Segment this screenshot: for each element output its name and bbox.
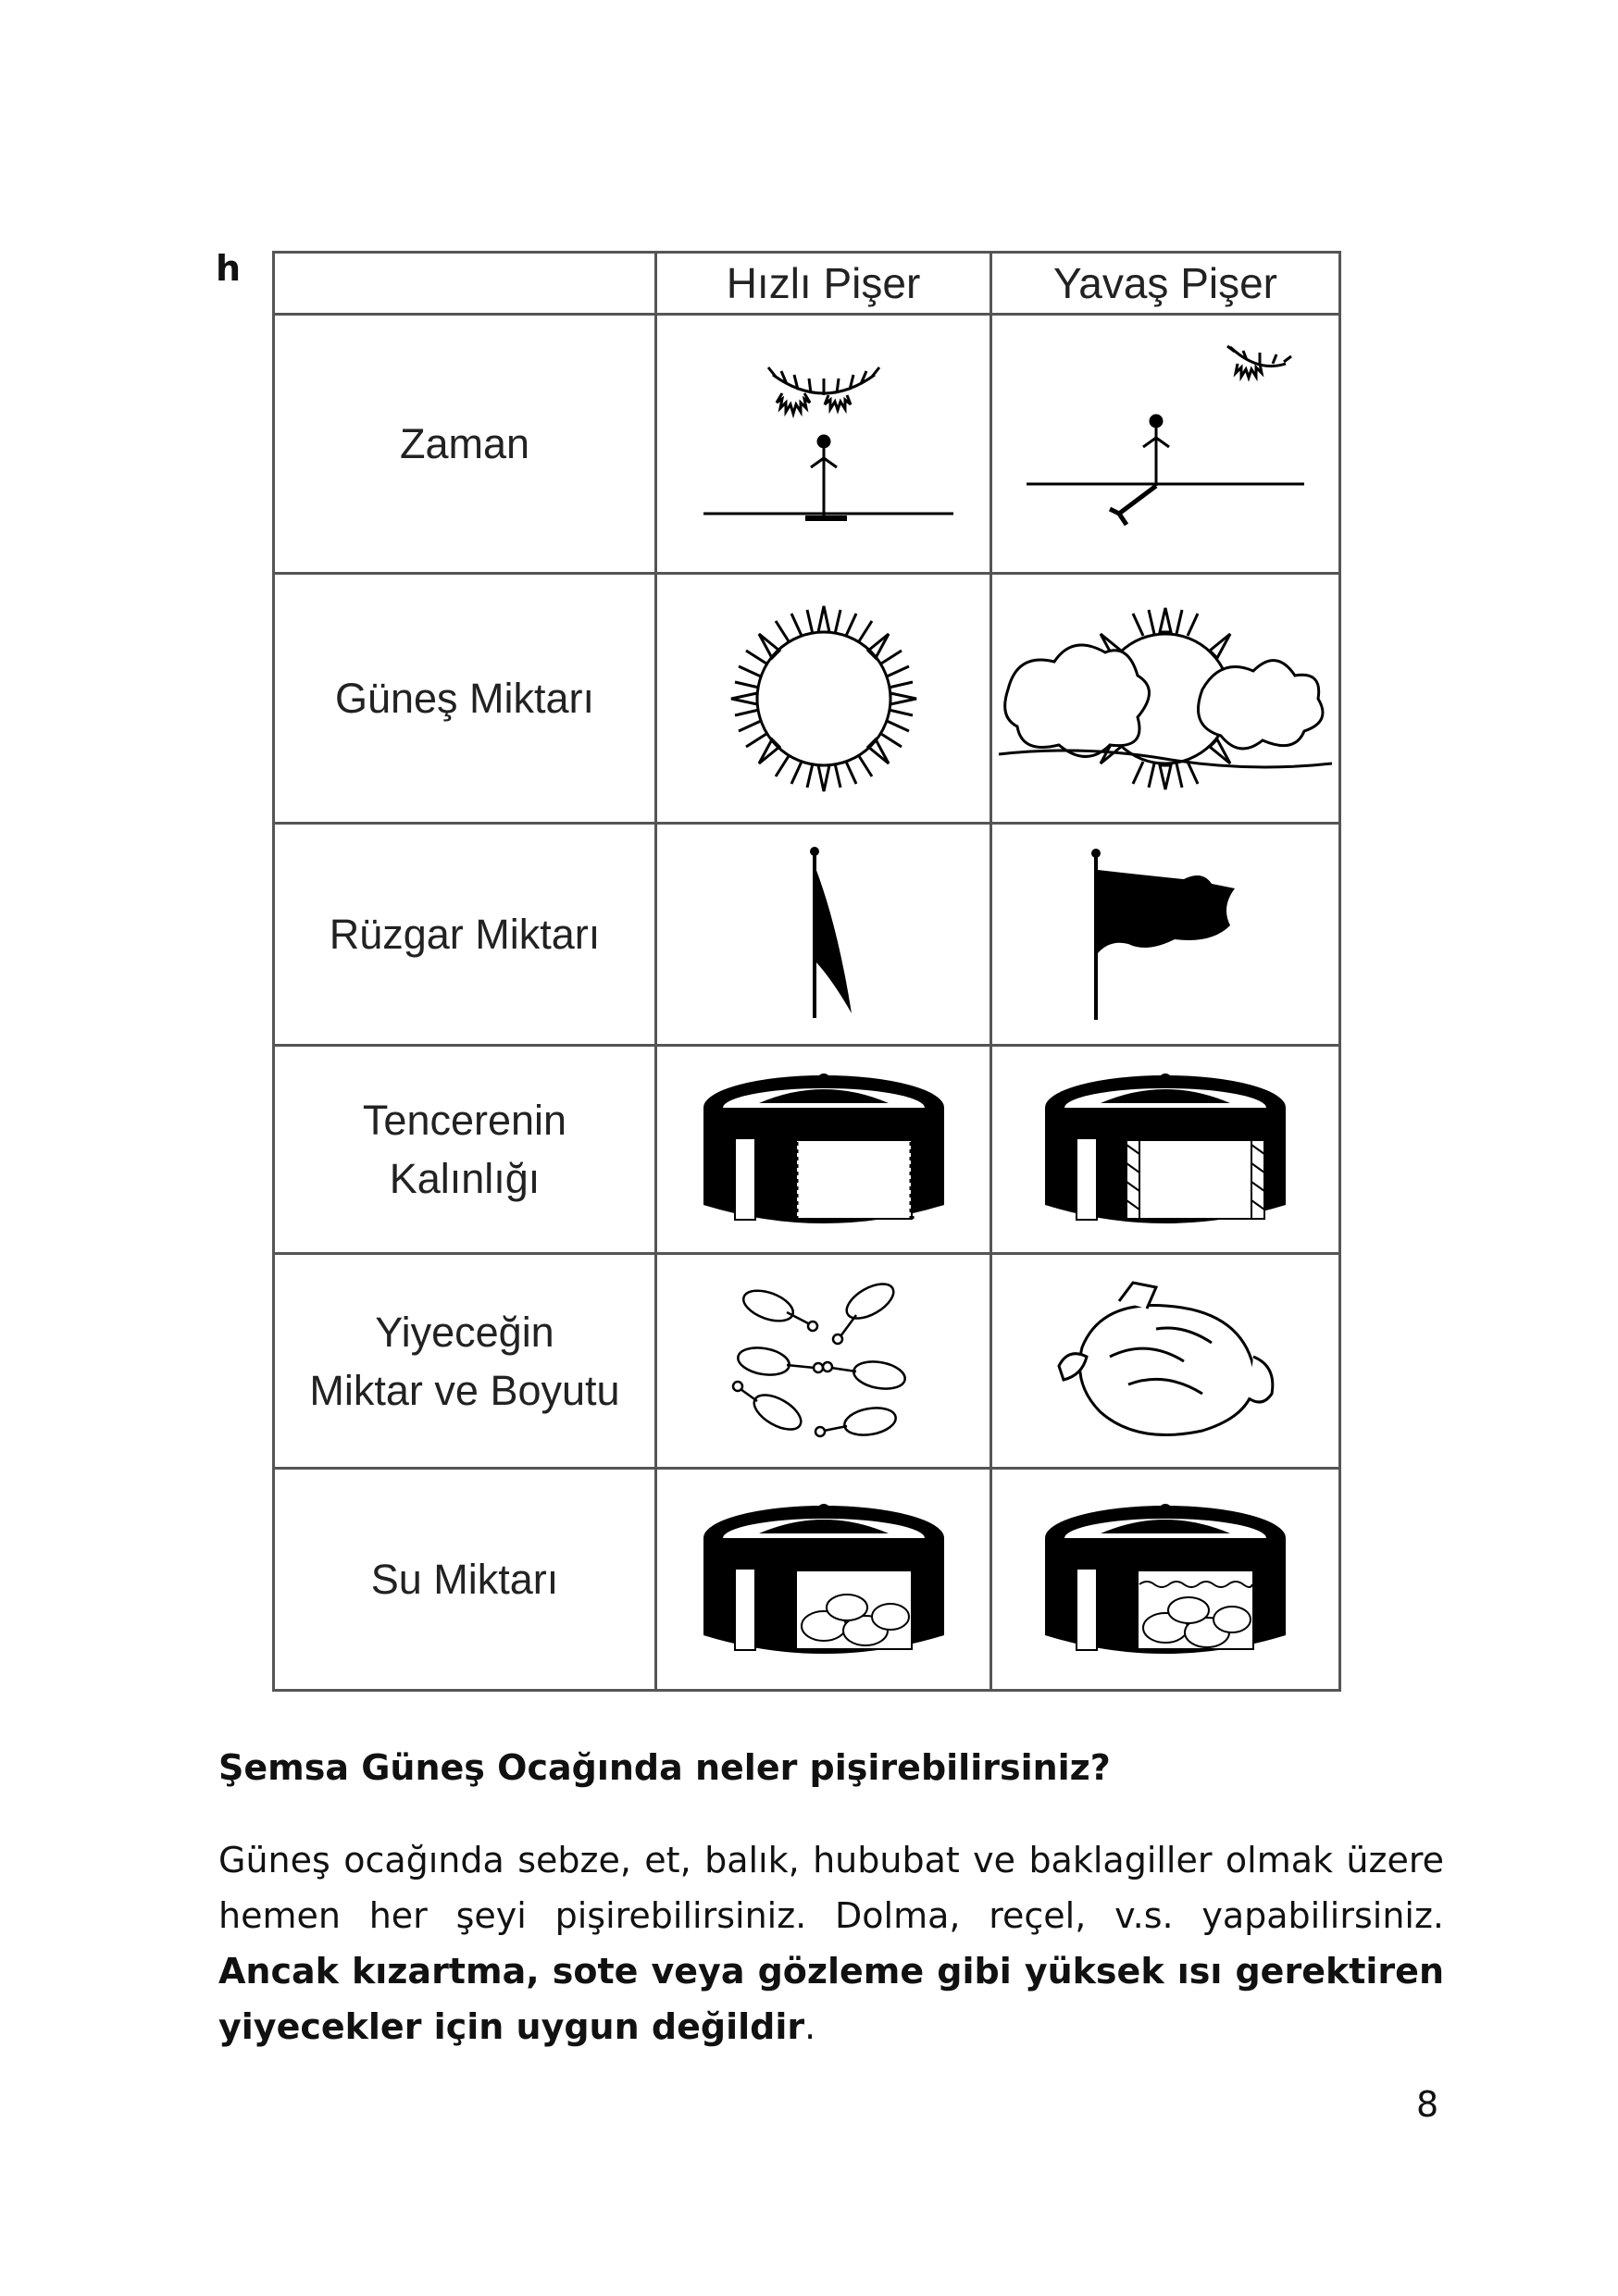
cell-pot-thin	[656, 1046, 991, 1254]
section-question: Şemsa Güneş Ocağında neler pişirebilirsiniz?	[218, 1747, 1111, 1788]
row-label-time: Zaman	[274, 315, 656, 574]
row-label-water-amount: Su Miktarı	[274, 1469, 656, 1691]
cloudy-sun-icon	[999, 588, 1332, 810]
low-sun-long-shadow-icon	[1008, 329, 1323, 560]
stray-letter: h	[216, 248, 242, 289]
row-label-wind-amount: Rüzgar Miktarı	[274, 824, 656, 1046]
row-label-food-size: Yiyeceğin Miktar ve Boyutu	[274, 1254, 656, 1469]
cell-food-small	[656, 1254, 991, 1469]
thin-wall-pot-icon	[685, 1057, 963, 1242]
paragraph-end-punct: .	[804, 2006, 816, 2047]
paragraph-normal-text: Güneş ocağında sebze, et, balık, hububat ve baklagiller olmak üzere hemen her şeyi pişirebilirsiniz. Dolma, reçel, v.s. yapabilirsiniz.	[218, 1840, 1444, 1936]
header-fast-cooks: Hızlı Pişer	[656, 253, 991, 315]
header-empty-cell	[274, 253, 656, 315]
paragraph-bold-text: Ancak kızartma, sote veya gözleme gibi yüksek ısı gerektiren yiyecekler için uygun değildir	[218, 1951, 1444, 2047]
high-sun-short-shadow-icon	[666, 329, 981, 560]
pot-much-water-icon	[1027, 1487, 1304, 1672]
row-label-sun-amount: Güneş Miktarı	[274, 574, 656, 824]
cell-food-large	[991, 1254, 1340, 1469]
cooking-factors-table	[272, 251, 1341, 1692]
page-number: 8	[1416, 2084, 1439, 2125]
pot-little-water-icon	[685, 1487, 963, 1672]
header-slow-cooks: Yavaş Pişer	[991, 253, 1340, 315]
thick-wall-pot-icon	[1027, 1057, 1304, 1242]
cell-time-slow	[991, 315, 1340, 574]
chicken-drumsticks-icon	[722, 1273, 926, 1449]
cell-time-fast	[656, 315, 991, 574]
cell-wind-fast	[656, 824, 991, 1046]
cell-water-much	[991, 1469, 1340, 1691]
cell-pot-thick	[991, 1046, 1340, 1254]
limp-flag-icon	[768, 842, 879, 1027]
cell-water-little	[656, 1469, 991, 1691]
cell-sun-fast	[656, 574, 991, 824]
cell-sun-slow	[991, 574, 1340, 824]
whole-chicken-icon	[1045, 1273, 1286, 1449]
row-label-pot-thickness: Tencerenin Kalınlığı	[274, 1046, 656, 1254]
full-sun-icon	[703, 588, 944, 810]
cell-wind-slow	[991, 824, 1340, 1046]
body-paragraph	[218, 1832, 1444, 2054]
waving-flag-icon	[1073, 842, 1258, 1027]
